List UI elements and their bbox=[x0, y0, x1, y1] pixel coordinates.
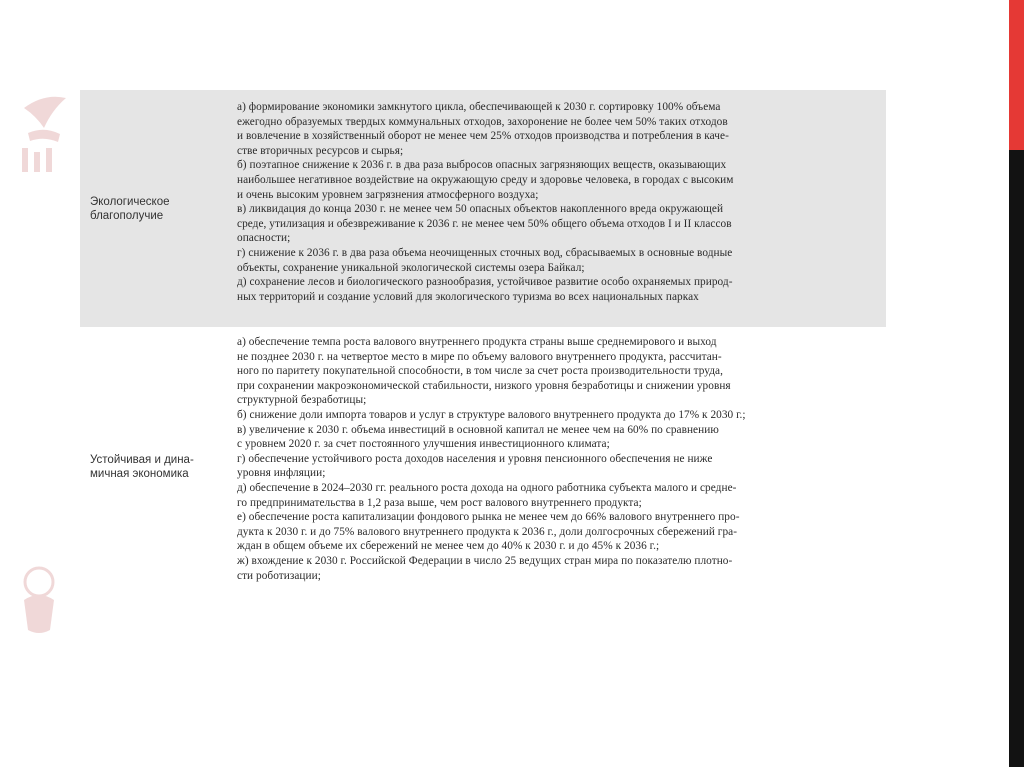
description-line: в) увеличение к 2030 г. объема инвестиций в основной капитал не менее чем на 60% по сравнению bbox=[237, 423, 719, 436]
table-row bbox=[80, 90, 886, 327]
description-line: наибольшее негативное воздействие на окружающую среду и здоровье человека, в городах с высоким bbox=[237, 173, 734, 186]
description-line: д) сохранение лесов и биологического разнообразия, устойчивое развитие особо охраняемых природ- bbox=[237, 276, 733, 289]
description-line: в) ликвидация до конца 2030 г. не менее чем 50 опасных объектов накопленного вреда окружающей bbox=[237, 203, 724, 216]
description-line: г) обеспечение устойчивого роста доходов населения и уровня пенсионного обеспечения не ниже bbox=[237, 452, 713, 465]
description-line: ждан в общем объеме их сбережений не менее чем до 40% к 2030 г. и до 45% к 2036 г.; bbox=[237, 540, 660, 553]
description-line: структурной безработицы; bbox=[237, 394, 367, 407]
description-line: го предпринимательства в 1,2 раза выше, чем рост валового внутреннего продукта; bbox=[237, 496, 642, 509]
description-line: с уровнем 2020 г. за счет постоянного улучшения инвестиционного климата; bbox=[237, 438, 610, 451]
description-line: при сохранении макроэкономической стабильности, низкого уровня безработицы и снижении уровня bbox=[237, 379, 731, 392]
description-line: е) обеспечение роста капитализации фондового рынка не менее чем до 66% валового внутреннего про- bbox=[237, 511, 740, 524]
description-line: ных территорий и создание условий для экологического туризма во всех национальных парках bbox=[237, 290, 699, 303]
description-line: ного по паритету покупательной способности, в том числе за счет роста производительности труда, bbox=[237, 365, 723, 378]
description-line: б) поэтапное снижение к 2036 г. в два раза выбросов опасных загрязняющих веществ, оказывающих bbox=[237, 159, 727, 172]
category-label: Устойчивая и дина- мичная экономика bbox=[90, 454, 194, 480]
description-line: а) обеспечение темпа роста валового внутреннего продукта страны выше среднемирового и выход bbox=[237, 336, 717, 348]
description-line: уровня инфляции; bbox=[237, 467, 326, 480]
description-line: среде, утилизация и обезвреживание к 2036 г. не менее чем 50% общего объема отходов I и II классов bbox=[237, 217, 732, 230]
goals-table bbox=[80, 90, 886, 607]
description-line: и вовлечение в хозяйственный оборот не менее чем 25% отходов производства и потребления в каче- bbox=[237, 130, 729, 143]
description-line: не позднее 2030 г. на четвертое место в мире по объему валового внутреннего продукта, рассчитан- bbox=[237, 350, 722, 363]
category-label: Экологическое благополучие bbox=[90, 195, 170, 222]
category-cell bbox=[80, 327, 237, 607]
description-cell bbox=[237, 327, 886, 607]
accent-bar-black bbox=[1009, 150, 1024, 767]
description-line: стве вторичных ресурсов и сырья; bbox=[237, 144, 404, 157]
description-line: б) снижение доли импорта товаров и услуг в структуре валового внутреннего продукта до 17% к 2030 г.; bbox=[237, 408, 746, 421]
description-line: ж) вхождение к 2030 г. Российской Федерации в число 25 ведущих стран мира по показателю плотно- bbox=[237, 554, 733, 567]
description-cell bbox=[237, 90, 886, 327]
table-row bbox=[80, 327, 886, 607]
description-line: д) обеспечение в 2024–2030 гг. реального роста дохода на одного работника субъекта малого и средне- bbox=[237, 481, 737, 494]
description-line: дукта к 2030 г. и до 75% валового внутреннего продукта к 2036 г., доли долгосрочных сбережений гра- bbox=[237, 525, 738, 538]
description-line: опасности; bbox=[237, 232, 291, 245]
description-line: и очень высоким уровнем загрязнения атмосферного воздуха; bbox=[237, 188, 539, 201]
description-line: ежегодно образуемых твердых коммунальных отходов, захоронение не более чем 50% таких отходов bbox=[237, 115, 728, 128]
description-line: сти роботизации; bbox=[237, 569, 321, 582]
accent-bar-red bbox=[1009, 0, 1024, 150]
institution-logo-icon bbox=[14, 88, 74, 178]
category-cell bbox=[80, 90, 237, 327]
description-line: объекты, сохранение уникальной экологической системы озера Байкал; bbox=[237, 261, 585, 274]
description-line: а) формирование экономики замкнутого цикла, обеспечивающей к 2030 г. сортировку 100% объема bbox=[237, 101, 721, 113]
institution-emblem-icon bbox=[14, 560, 64, 640]
description-line: г) снижение к 2036 г. в два раза объема неочищенных сточных вод, сбрасываемых в основные водные bbox=[237, 246, 733, 259]
